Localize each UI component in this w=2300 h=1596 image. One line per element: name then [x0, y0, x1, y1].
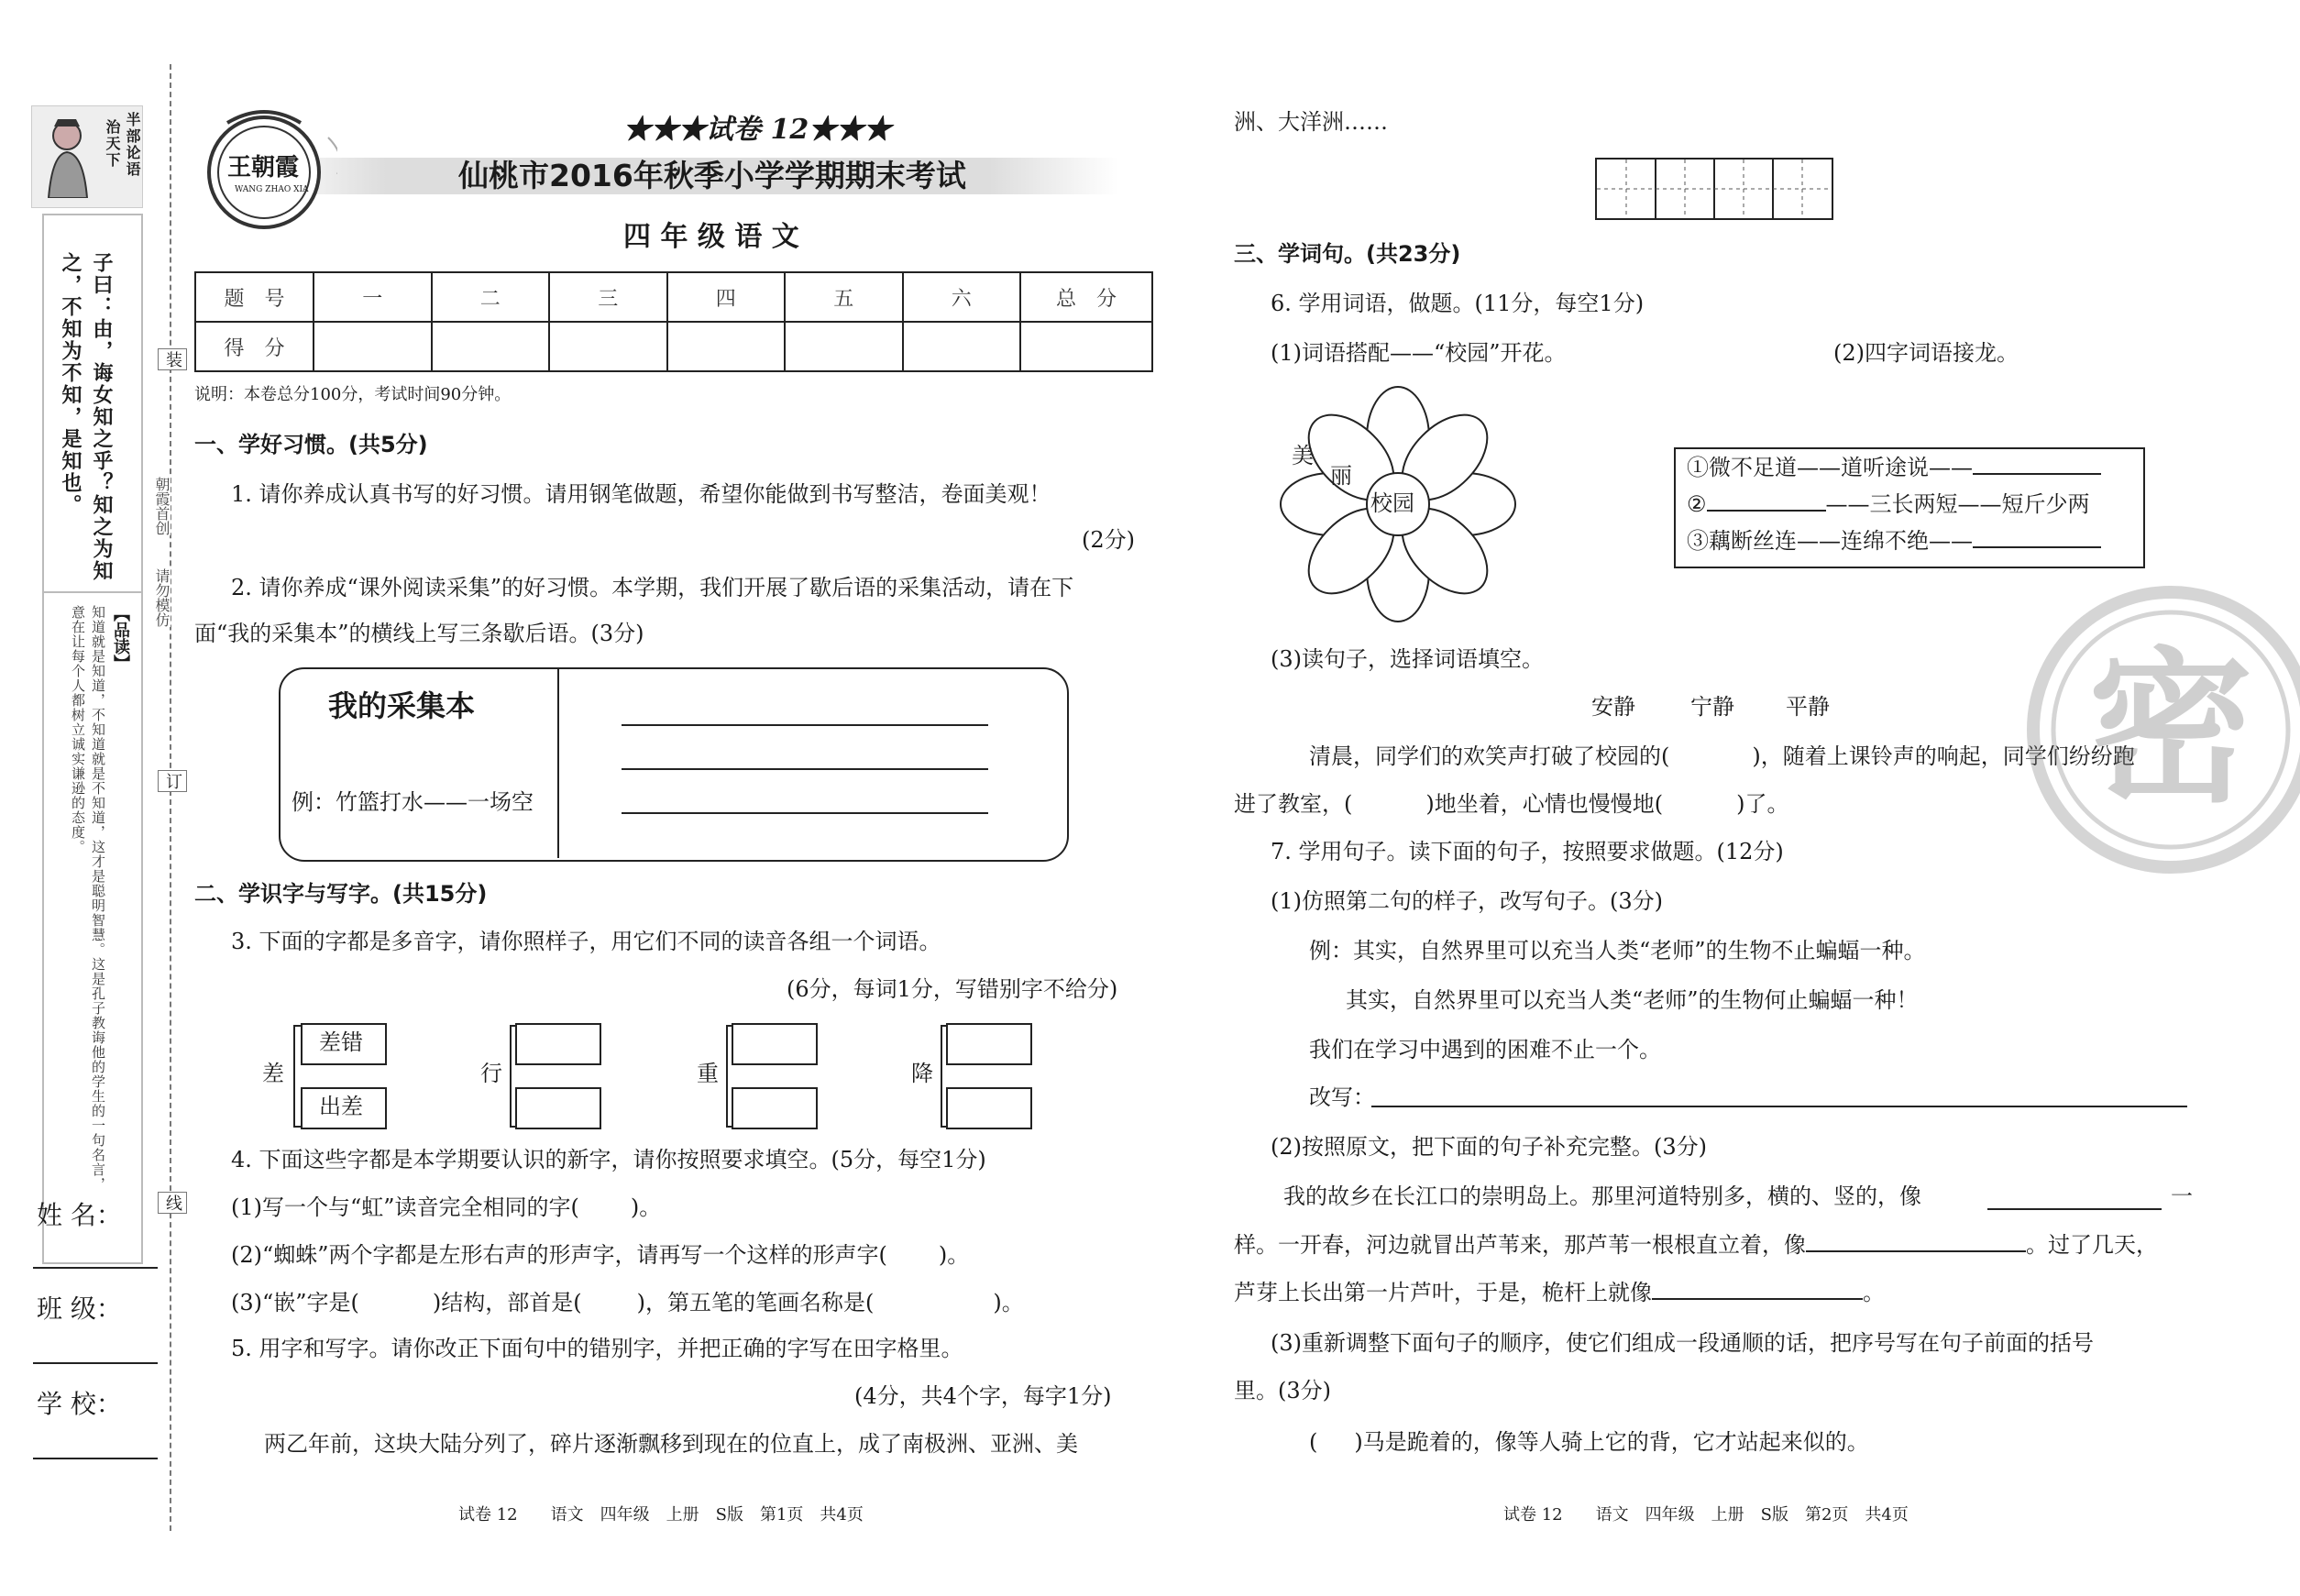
q7-2-l2a: 样。一开春，河边就冒出芦苇来，那芦苇一根根直立着，像: [1234, 1232, 1806, 1258]
q7-2-line3: [1234, 1278, 1885, 1306]
notebook-divider: [557, 669, 559, 858]
flower-example-1: 美: [1292, 443, 1314, 468]
q6-3-b1: 进了教室，(: [1234, 791, 1353, 817]
motto-sub: 治天下: [104, 119, 121, 169]
flower-center: 校园: [1370, 490, 1414, 516]
q7-3-line1: (3)重新调整下面句子的顺序，使它们组成一段通顺的话，把序号写在句子前面的括号: [1271, 1330, 2094, 1356]
notebook-answer-line[interactable]: [622, 812, 988, 814]
notebook-answer-line[interactable]: [622, 724, 988, 726]
char-xing: 行: [480, 1061, 502, 1086]
q7-3-line2: 里。(3分): [1234, 1378, 1331, 1403]
right-footer: 试卷 12 语文 四年级 上册 S版 第2页 共4页: [1503, 1505, 1909, 1524]
chain-row-2: [1687, 490, 2090, 518]
q7-2-l2b: 。过了几天，: [2026, 1232, 2158, 1258]
header-cell: 六: [903, 272, 1021, 322]
score-cell[interactable]: [667, 322, 786, 371]
fill-blank[interactable]: [1987, 1188, 2162, 1210]
q6-1: (1)词语搭配——“校园”开花。: [1271, 340, 1567, 366]
header-cell: 四: [667, 272, 786, 322]
name-field[interactable]: [33, 1267, 158, 1269]
class-field[interactable]: [33, 1362, 158, 1364]
word-box[interactable]: [732, 1087, 818, 1129]
chain-1-text: ①微不足道——道听途说——: [1687, 455, 1973, 480]
margin-note-1: 装: [158, 348, 187, 370]
header-cell: 三: [549, 272, 667, 322]
q2-line2: 面“我的采集本”的横线上写三条歇后语。(3分): [194, 621, 644, 646]
example-word-1: 差错: [319, 1029, 363, 1055]
q6-3: (3)读句子，选择词语填空。: [1271, 646, 1544, 672]
margin-note-4: 订: [158, 770, 187, 792]
header-cell: 题 号: [195, 272, 314, 322]
score-cell[interactable]: [903, 322, 1021, 371]
q6-3-line-b: [1234, 790, 1788, 818]
logo-sub: WANG ZHAO XIA: [235, 185, 309, 194]
q4-3-c: )，第五笔的笔画名称是(: [636, 1290, 875, 1315]
q5-passage-cont: 洲、大洋洲……: [1234, 109, 1388, 135]
q6-text: 6. 学用词语，做题。(11分，每空1分): [1271, 291, 1645, 316]
tianzige-grid[interactable]: [1595, 158, 1833, 220]
notebook-answer-line[interactable]: [622, 768, 988, 770]
fill-blank[interactable]: [1652, 1278, 1863, 1300]
q4-1: [231, 1194, 661, 1221]
q7-3-item: [1309, 1428, 1869, 1456]
chain-row-1: [1687, 453, 2101, 481]
q7-2-l1a: 我的故乡在长江口的崇明岛上。那里河道特别多，横的、竖的，像: [1283, 1183, 1921, 1209]
notebook-example: 例：竹篮打水——一场空: [292, 789, 534, 815]
notebook-title: 我的采集本: [328, 688, 476, 723]
word-box[interactable]: [515, 1087, 601, 1129]
q3-text: 3. 下面的字都是多音字，请你照样子，用它们不同的读音各组一个词语。: [231, 929, 941, 954]
exam-note: 说明：本卷总分100分，考试时间90分钟。: [194, 385, 512, 404]
choice-1: 安静: [1591, 694, 1635, 720]
example-word-2: 出差: [319, 1094, 363, 1119]
score-cell[interactable]: [549, 322, 667, 371]
left-footer: 试卷 12 语文 四年级 上册 S版 第1页 共4页: [458, 1505, 864, 1524]
q7-2-l3a: 芦芽上长出第一片芦叶，于是，桅杆上就像: [1234, 1280, 1652, 1305]
q4-3-d: )。: [993, 1290, 1024, 1315]
publisher-logo: [191, 101, 337, 238]
paper-tag: ★★★试卷 12★★★: [623, 114, 892, 146]
q6-3-b2: )地坐着，心情也慢慢地(: [1425, 791, 1664, 817]
choice-3: 平静: [1786, 694, 1830, 720]
item-open-paren: (: [1309, 1429, 1318, 1455]
school-field[interactable]: [33, 1458, 158, 1459]
confidential-stamp-icon: [2024, 583, 2300, 876]
char-zhong: 重: [697, 1061, 719, 1086]
section-3-title: 三、学词句。(共23分): [1234, 241, 1461, 267]
score-header-row: [195, 272, 1152, 322]
chain-blank[interactable]: [1973, 453, 2101, 475]
header-cell: 一: [314, 272, 432, 322]
stamp-text: 密: [2088, 633, 2254, 825]
score-cell[interactable]: [314, 322, 432, 371]
q6-3-a2: )，随着上课铃声的响起，同学们纷纷跑: [1752, 743, 2135, 769]
score-cell[interactable]: [785, 322, 903, 371]
sidebar: [28, 105, 147, 1192]
q7-2-l1b: 一: [2171, 1183, 2193, 1209]
motto-top: 半部论语: [124, 112, 141, 178]
q6-3-b3: )了。: [1736, 791, 1789, 817]
class-label: 班 级：: [37, 1293, 122, 1324]
q5-text: 5. 用字和写字。请你改正下面句中的错别字，并把正确的字写在田字格里。: [231, 1336, 963, 1361]
chain-2-text-b: ——三长两短——短斤少两: [1825, 491, 2090, 517]
chain-blank[interactable]: [1973, 526, 2101, 548]
q7-example-2: 其实，自然界里可以充当人类“老师”的生物何止蝙蝠一种！: [1346, 987, 1919, 1013]
q7-2-line1: [1283, 1183, 1921, 1210]
flower-example-2: 丽: [1330, 463, 1352, 489]
chain-3-text: ③藕断丝连——连绵不绝——: [1687, 528, 1973, 554]
header-cell: 总 分: [1020, 272, 1152, 322]
q7-2-line2: [1234, 1230, 2158, 1259]
q4-2-end: )。: [938, 1242, 970, 1268]
sidebar-badge: [31, 105, 143, 208]
q4-2-text: (2)“蜘蛛”两个字都是左形右声的形声字，请再写一个这样的形声字(: [231, 1242, 887, 1268]
q7-task: 我们在学习中遇到的困难不止一个。: [1309, 1037, 1661, 1062]
header-cell: 五: [785, 272, 903, 322]
score-cell[interactable]: [1020, 322, 1152, 371]
q3-score: (6分，每词1分，写错别字不给分): [787, 976, 1118, 1002]
reading-label: 【品读】: [111, 605, 130, 671]
q4-1-end: )。: [630, 1194, 662, 1220]
q5-passage: 两乙年前，这块大陆分列了，碎片逐渐飘移到现在的位直上，成了南极洲、亚洲、美: [264, 1431, 1078, 1457]
name-label: 姓 名：: [37, 1200, 122, 1230]
char-jiang: 降: [911, 1061, 933, 1086]
q7-text: 7. 学用句子。读下面的句子，按照要求做题。(12分): [1271, 839, 1784, 864]
school-label: 学 校：: [37, 1389, 122, 1419]
word-flower: [1279, 385, 1517, 623]
section-2-title: 二、学识字与写字。(共15分): [194, 881, 488, 907]
q7-2: (2)按照原文，把下面的句子补充完整。(3分): [1271, 1134, 1707, 1160]
q1-score: (2分): [1082, 527, 1135, 553]
binding-line: [170, 64, 171, 1531]
score-table: [194, 271, 1153, 372]
section-1-title: 一、学好习惯。(共5分): [194, 432, 428, 457]
q4-text: 4. 下面这些字都是本学期要认识的新字，请你按照要求填空。(5分，每空1分): [231, 1147, 986, 1172]
chain-blank[interactable]: [1707, 490, 1826, 512]
fill-blank[interactable]: [1806, 1230, 2026, 1252]
exam-title: 仙桃市2016年秋季小学学期期末考试: [458, 158, 966, 193]
score-value-row: [195, 322, 1152, 371]
word-box[interactable]: [515, 1023, 601, 1065]
word-box[interactable]: [946, 1023, 1032, 1065]
margin-note-5: 线: [158, 1192, 187, 1214]
q4-3-b: )结构，部首是(: [432, 1290, 582, 1315]
item-text: )马是跪着的，像等人骑上它的背，它才站起来似的。: [1354, 1429, 1869, 1455]
q6-2: (2)四字词语接龙。: [1833, 340, 2019, 366]
q2-line1: 2. 请你养成“课外阅读采集”的好习惯。本学期，我们开展了歇后语的采集活动，请在下: [231, 575, 1074, 600]
word-box[interactable]: [732, 1023, 818, 1065]
confucius-quote: 子曰：由，诲女知之乎？知之为知之，不知为不知，是知也。: [59, 252, 114, 582]
q4-3: [231, 1289, 1024, 1316]
q7-2-l3b: 。: [1863, 1280, 1885, 1305]
chain-2-text-a: ②: [1687, 491, 1707, 517]
chain-row-3: [1687, 526, 2101, 555]
q6-3-line-a: [1309, 743, 2135, 770]
q4-2: [231, 1241, 969, 1269]
margin-note-3: 请勿模仿: [153, 568, 171, 627]
logo-text: 王朝霞: [227, 154, 300, 182]
choice-2: 宁静: [1690, 694, 1734, 720]
q6-3-a1: 清晨，同学们的欢笑声打破了校园的(: [1309, 743, 1670, 769]
q1-text: 1. 请你养成认真书写的好习惯。请用钢笔做题，希望你能做到书写整洁，卷面美观！: [231, 481, 1051, 507]
q4-3-a: (3)“嵌”字是(: [231, 1290, 359, 1315]
score-cell[interactable]: [432, 322, 550, 371]
word-box[interactable]: [946, 1087, 1032, 1129]
scholar-figure-icon: [39, 116, 96, 198]
exam-subject: 四 年 级 语 文: [623, 221, 799, 253]
rewrite-answer-line[interactable]: [1371, 1106, 2187, 1107]
char-cha: 差: [262, 1061, 284, 1086]
q7-1: (1)仿照第二句的样子，改写句子。(3分): [1271, 888, 1663, 914]
header-cell: 二: [432, 272, 550, 322]
q4-1-text: (1)写一个与“虹”读音完全相同的字(: [231, 1194, 579, 1220]
q5-score: (4分，共4个字，每字1分): [854, 1383, 1112, 1409]
reading-text: 知道就是知道，不知道就是不知道，这才是聪明智慧。这是孔子教诲他的学生的一句名言，意在让每个人都树立诚实谦逊的态度。: [70, 605, 106, 1192]
q7-example-1: 例：其实，自然界里可以充当人类“老师”的生物不止蝙蝠一种。: [1309, 938, 1926, 963]
margin-note-2: 朝霞首创: [153, 477, 171, 535]
score-row-label: 得 分: [195, 322, 314, 371]
q7-rewrite-label: 改写：: [1309, 1084, 1375, 1110]
